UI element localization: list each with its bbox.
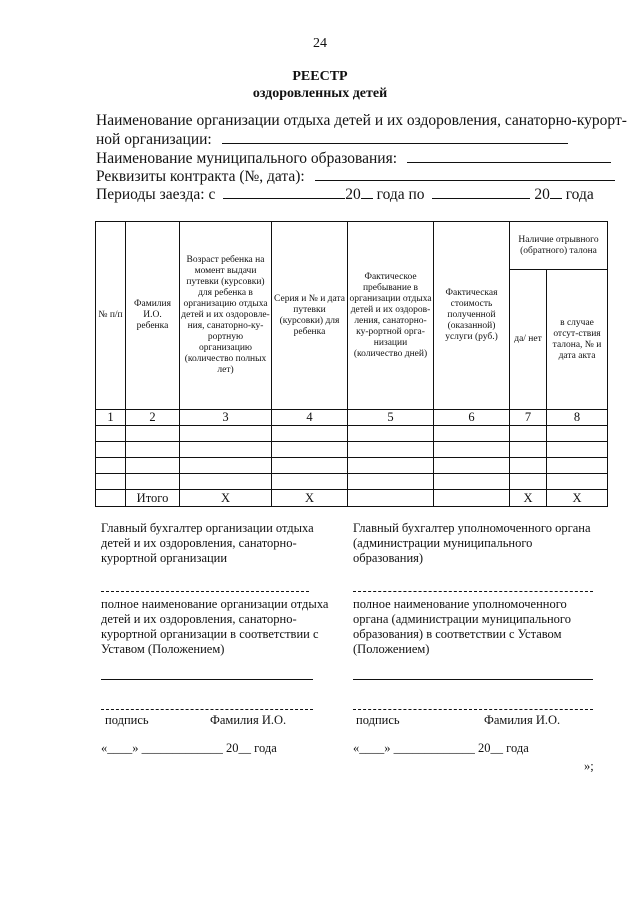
header-num: № п/п: [96, 222, 126, 410]
col-num: 3: [180, 410, 272, 426]
table-cell[interactable]: [348, 458, 434, 474]
municipality-label: Наименование муниципального образования:: [96, 150, 398, 167]
table-cell[interactable]: [180, 442, 272, 458]
total-cell[interactable]: [434, 490, 510, 507]
col-num: 1: [96, 410, 126, 426]
header-coupon-group: Наличие отрывного (обратного) талона: [510, 222, 608, 270]
periods-row: [96, 185, 594, 204]
table-cell[interactable]: [547, 442, 608, 458]
table-header-row-1: [96, 222, 608, 270]
title-line-2: оздоровленных детей: [252, 86, 388, 101]
total-cell: Х: [272, 490, 348, 507]
header-age: Возраст ребенка на момент выдачи путевки (курсовки) для ребенка в организацию отдыха детей и их оздоровле-ния, санаторно-ку-рортную организацию (количество полных лет): [180, 222, 272, 410]
table-cell[interactable]: [96, 442, 126, 458]
left-signature-line-1[interactable]: [101, 591, 309, 592]
header-absence: в случае отсут-ствия талона, № и дата акта: [547, 270, 608, 410]
col-num: 4: [272, 410, 348, 426]
table-cell[interactable]: [434, 426, 510, 442]
table-cell[interactable]: [434, 458, 510, 474]
left-full-name-caption: полное наименование организации отдыха детей и их оздоровления, санаторно-курортной организации в соответствии с Уставом (Положением): [101, 597, 329, 656]
table-cell[interactable]: [434, 474, 510, 490]
left-date-line[interactable]: «____» _____________ 20__ года: [101, 741, 277, 755]
right-signature-line-1[interactable]: [353, 591, 593, 592]
contract-label: Реквизиты контракта (№, дата):: [96, 168, 305, 185]
table-cell[interactable]: [510, 474, 547, 490]
col-num: 7: [510, 410, 547, 426]
table-cell[interactable]: [272, 474, 348, 490]
table-cell[interactable]: [180, 426, 272, 442]
municipality-row: [96, 149, 611, 168]
total-cell: Х: [510, 490, 547, 507]
total-cell: [96, 490, 126, 507]
right-signature-line-3[interactable]: [353, 709, 593, 710]
table-cell[interactable]: [96, 474, 126, 490]
col-num: 2: [126, 410, 180, 426]
table-cell[interactable]: [272, 442, 348, 458]
column-numbers-row: [96, 410, 608, 426]
org-name-label-1: Наименование организации отдыха детей и их оздоровления, санаторно-курорт-: [96, 112, 627, 129]
org-name-blank[interactable]: [222, 130, 568, 144]
table-row: [96, 458, 608, 474]
left-signature-line-2[interactable]: [101, 679, 313, 680]
org-name-label-2: ной организации:: [96, 131, 212, 148]
table-cell[interactable]: [180, 458, 272, 474]
page-number: 24: [313, 36, 327, 51]
table-cell[interactable]: [510, 426, 547, 442]
header-cost: Фактическая стоимость полученной (оказанной) услуги (руб.): [434, 222, 510, 410]
left-name-label: Фамилия И.О.: [210, 713, 287, 727]
total-label: Итого: [126, 490, 180, 507]
total-cell: Х: [547, 490, 608, 507]
title-line-1: РЕЕСТР: [292, 69, 348, 84]
table-row: [96, 442, 608, 458]
col-num: 8: [547, 410, 608, 426]
periods-suffix: года: [565, 186, 594, 203]
right-date-line[interactable]: «____» _____________ 20__ года: [353, 741, 529, 755]
right-sign-label: подпись: [356, 713, 400, 727]
right-name-label: Фамилия И.О.: [484, 713, 561, 727]
header-yesno: да/ нет: [510, 270, 547, 410]
periods-mid: года по: [376, 186, 425, 203]
table-cell[interactable]: [96, 426, 126, 442]
contract-row: [96, 167, 615, 186]
table-cell[interactable]: [348, 442, 434, 458]
left-signature-line-3[interactable]: [101, 709, 313, 710]
registry-table: [95, 221, 608, 507]
header-name: Фамилия И.О. ребенка: [126, 222, 180, 410]
right-position-title: Главный бухгалтер уполномоченного органа (администрации муниципального образования): [353, 521, 591, 565]
header-stay: Фактическое пребывание в организации отдыха детей и их оздоров-ления, санаторно-ку-рортной орга-низации (количество дней): [348, 222, 434, 410]
table-cell[interactable]: [180, 474, 272, 490]
table-cell[interactable]: [126, 458, 180, 474]
col-num: 5: [348, 410, 434, 426]
table-cell[interactable]: [434, 442, 510, 458]
table-cell[interactable]: [547, 458, 608, 474]
table-cell[interactable]: [547, 426, 608, 442]
table-cell[interactable]: [126, 474, 180, 490]
contract-blank[interactable]: [315, 167, 615, 181]
total-cell[interactable]: [348, 490, 434, 507]
periods-year-2: 20: [534, 186, 550, 203]
header-series: Серия и № и дата путевки (курсовки) для ребенка: [272, 222, 348, 410]
total-row: [96, 490, 608, 507]
periods-year-1: 20: [345, 186, 361, 203]
table-cell[interactable]: [272, 426, 348, 442]
table-cell[interactable]: [348, 426, 434, 442]
period-end-year-blank[interactable]: [550, 185, 562, 199]
table-cell[interactable]: [126, 442, 180, 458]
period-end-blank[interactable]: [432, 185, 530, 199]
right-signature-line-2[interactable]: [353, 679, 593, 680]
closing-quote: »;: [584, 759, 594, 773]
table-cell[interactable]: [510, 442, 547, 458]
col-num: 6: [434, 410, 510, 426]
table-row: [96, 474, 608, 490]
municipality-blank[interactable]: [407, 149, 611, 163]
period-start-year-blank[interactable]: [361, 185, 373, 199]
table-cell[interactable]: [510, 458, 547, 474]
total-cell: Х: [180, 490, 272, 507]
table-cell[interactable]: [126, 426, 180, 442]
table-row: [96, 426, 608, 442]
table-cell[interactable]: [272, 458, 348, 474]
left-sign-label: подпись: [105, 713, 149, 727]
table-cell[interactable]: [96, 458, 126, 474]
table-cell[interactable]: [348, 474, 434, 490]
left-position-title: Главный бухгалтер организации отдыха детей и их оздоровления, санаторно-курортной организации: [101, 521, 314, 565]
org-name-row: [96, 130, 568, 149]
table-cell[interactable]: [547, 474, 608, 490]
right-full-name-caption: полное наименование уполномоченного органа (администрации муниципального образования) в соответствии с Уставом (Положением): [353, 597, 571, 656]
periods-prefix: Периоды заезда: с: [96, 186, 216, 203]
period-start-blank[interactable]: [223, 185, 345, 199]
document-title: [0, 68, 640, 102]
